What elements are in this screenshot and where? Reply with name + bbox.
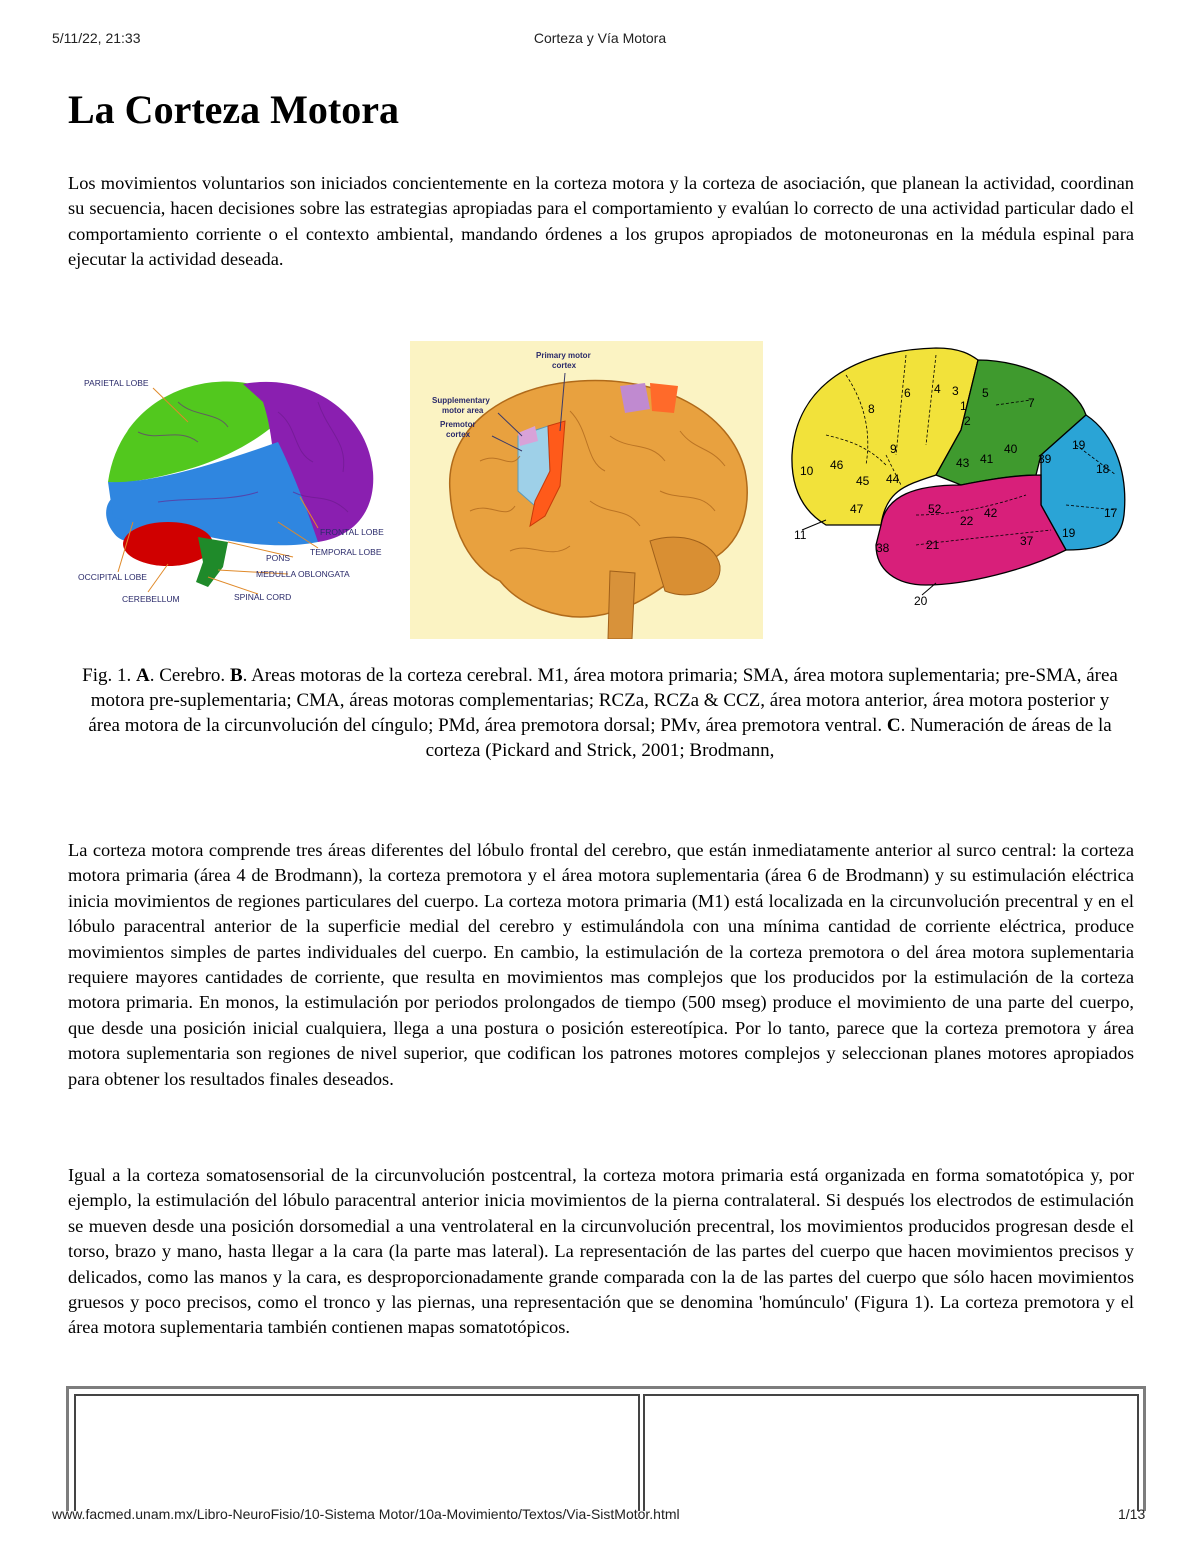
print-url: www.facmed.unam.mx/Libro-NeuroFisio/10-Sistema Motor/10a-Movimiento/Textos/Via-SistMotor.html [52,1506,680,1522]
area-label-37: 37 [1020,534,1034,548]
label-primary-motor-1: Primary motor [536,351,591,360]
body-paragraph-2: Igual a la corteza somatosensorial de la circunvolución postcentral, la corteza motora primaria está organizada en forma somatotópica y, por ejemplo, la estimulación del lóbulo paracentral anterior inicia movimientos de la pierna contralateral. Si después los electrodos de estimulación se mueven desde una posición dorsomedial a una ventrolateral en la circunvolución precentral, los movimientos producidos progresan desde el torso, brazo y mano, hasta llegar a la cara (la parte mas lateral). La representación de las partes del cuerpo que hacen movimientos precisos y delicados, como las manos y la cara, es desproporcionadamente grande comparada con la de las partes del cuerpo que sólo hacen movimientos gruesos y poco precisos, como el tronco y las piernas, una representación que se denomina 'homúnculo' (Figura 1). La corteza premotora y el área motora suplementaria también contienen mapas somatotópicos. [68,1165,1134,1338]
brainstem-b-shape [608,571,635,639]
table-cell-right [643,1394,1139,1511]
area-label-11: 11 [794,528,807,542]
area-label-45: 45 [856,474,870,488]
area-label-19-bottom: 19 [1062,526,1076,540]
intro-paragraph: Los movimientos voluntarios son iniciados concientemente en la corteza motora y la corteza de asociación, que planean la actividad, coordinan su secuencia, hacen decisiones sobre las estrategias apropiadas para el comportamiento y evalúan lo correcto de una actividad particular dado el comportamiento corriente o el contexto ambiental, mandando órdenes a los grupos apropiados de motoneuronas en la médula espinal para ejecutar la actividad deseada. [68,173,1134,270]
label-cerebellum: CEREBELLUM [122,594,180,604]
label-supplementary-2: motor area [442,406,484,415]
area-label-10: 10 [800,464,814,478]
area-label-2: 2 [964,414,971,428]
body-paragraph-1: La corteza motora comprende tres áreas diferentes del lóbulo frontal del cerebro, que están inmediatamente anterior al surco central: la corteza motora primaria (área 4 de Brodmann), la corteza premotora y el área motora suplementaria (área 6 de Brodmann) y su estimulación eléctrica inicia movimientos de regiones particulares del cuerpo. La corteza motora primaria (M1) está localizada en la circunvolución precentral y en el lóbulo paracentral anterior de la superficie medial del cerebro y estimulándola con una mínima cantidad de corriente eléctrica, produce movimientos simples de partes individuales del cuerpo. En cambio, la estimulación de la corteza premotora o del área motora suplementaria requiere mayores cantidades de corriente, que resulta en movimientos mas complejos que los producidos por la estimulación de la corteza motora primaria. En monos, la estimulación por periodos prolongados de tiempo (500 mseg) produce el movimiento de una parte del cuerpo, que desde una posición inicial cualquiera, llega a una postura o posición estereotípica. Por lo tanto, parece que la corteza premotora y área motora suplementaria son regiones de nivel superior, que codifican los patrones motores complejos y seleccionan planes motores apropiados para obtener los resultados finales deseados. [68,840,1134,1089]
area-label-40: 40 [1004,442,1018,456]
label-frontal-lobe: FRONTAL LOBE [320,527,384,537]
figure-caption: Fig. 1. A. Cerebro. B. Areas motoras de la corteza cerebral. M1, área motora primaria; SMA, área motora suplementaria; pre-SMA, área motora pre-suplementaria; CMA, áreas motoras complementarias; RCZa, RCZa & CCZ, área motora anterior, área motora posterior y área motora de la circunvolución del cíngulo; PMd, área premotora dorsal; PMv, área premotora ventral. C. Numeración de áreas de la corteza (Pickard and Strick, 2001; Brodmann, [82,665,1118,761]
area-label-19-top: 19 [1072,438,1086,452]
area-label-7: 7 [1028,396,1035,410]
label-temporal-lobe: TEMPORAL LOBE [310,547,382,557]
area-label-22: 22 [960,514,974,528]
label-supplementary-1: Supplementary [432,396,490,405]
area-label-9: 9 [890,442,897,456]
area-label-6: 6 [904,386,911,400]
area-label-5: 5 [982,386,989,400]
area-label-17: 17 [1104,506,1118,520]
area-label-42: 42 [984,506,998,520]
area-label-39: 39 [1038,452,1052,466]
figure-a-brain-lobes [78,372,396,608]
print-datetime: 5/11/22, 21:33 [52,30,141,46]
area-label-43: 43 [956,456,970,470]
precentral-top-shape [620,383,650,413]
label-spinal-cord: SPINAL CORD [234,592,292,602]
figure-c-brodmann-areas [786,345,1131,610]
area-label-3: 3 [952,384,959,398]
area-label-20: 20 [914,594,928,608]
table-cell-left [74,1394,640,1511]
area-label-46: 46 [830,458,844,472]
area-label-4: 4 [934,382,941,396]
print-page-number: 1/13 [1118,1506,1146,1522]
figure-table-frame [66,1386,1146,1511]
label-pons: PONS [266,553,291,563]
label-occipital-lobe: OCCIPITAL LOBE [78,572,147,582]
area-label-1: 1 [960,399,967,413]
label-primary-motor-2: cortex [552,361,577,370]
figure-b-motor-areas [410,341,763,639]
area-label-44: 44 [886,472,900,486]
label-premotor-2: cortex [446,430,471,439]
label-parietal-lobe: PARIETAL LOBE [84,378,149,388]
print-page-title: Corteza y Vía Motora [533,30,667,46]
label-medulla-oblongata: MEDULLA OBLONGATA [256,569,350,579]
page-title: La Corteza Motora [68,87,399,132]
area-label-52: 52 [928,502,942,516]
area-label-21: 21 [926,538,940,552]
area-label-38: 38 [876,541,890,555]
area-label-41: 41 [980,452,994,466]
area-label-18: 18 [1096,462,1110,476]
area-label-47: 47 [850,502,864,516]
area-label-8: 8 [868,402,875,416]
label-premotor-1: Premotor [440,420,476,429]
